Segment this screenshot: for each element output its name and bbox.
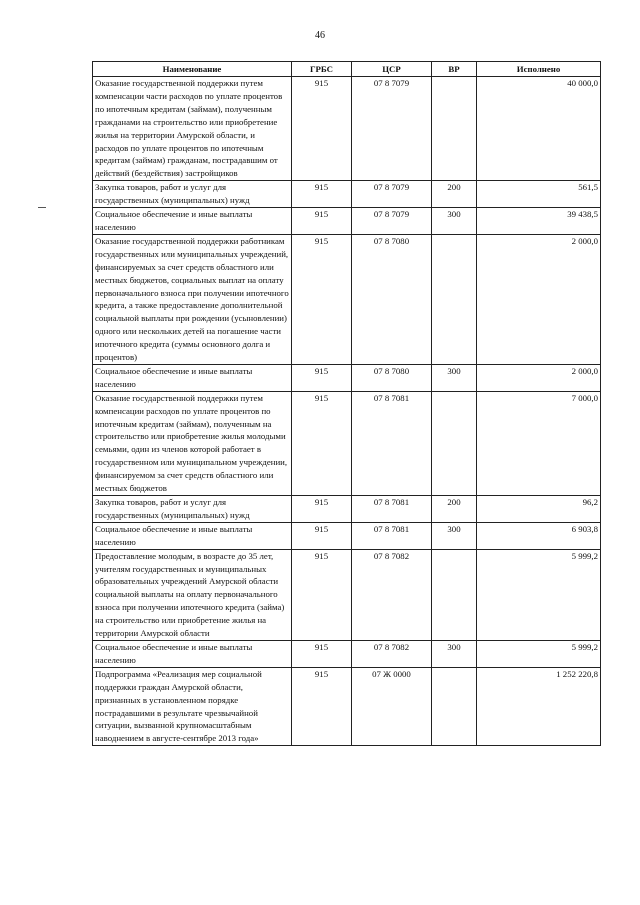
table-row bbox=[93, 391, 601, 495]
cell-amount: 5 999,2 bbox=[477, 549, 601, 640]
cell-grbs: 915 bbox=[292, 522, 352, 549]
table-row bbox=[93, 181, 601, 208]
cell-grbs: 915 bbox=[292, 234, 352, 364]
header-amount: Исполнено bbox=[477, 62, 601, 77]
cell-grbs: 915 bbox=[292, 364, 352, 391]
budget-table bbox=[92, 61, 601, 746]
cell-vr: 300 bbox=[432, 522, 477, 549]
cell-vr: 300 bbox=[432, 364, 477, 391]
cell-vr: 200 bbox=[432, 496, 477, 523]
table-row bbox=[93, 208, 601, 235]
cell-csr: 07 8 7080 bbox=[352, 234, 432, 364]
cell-amount: 1 252 220,8 bbox=[477, 667, 601, 745]
cell-name: Социальное обеспечение и иные выплаты населению bbox=[93, 364, 292, 391]
cell-name: Социальное обеспечение и иные выплаты населению bbox=[93, 522, 292, 549]
table-row bbox=[93, 522, 601, 549]
cell-csr: 07 8 7082 bbox=[352, 640, 432, 667]
cell-amount: 2 000,0 bbox=[477, 364, 601, 391]
cell-grbs: 915 bbox=[292, 208, 352, 235]
cell-csr: 07 8 7081 bbox=[352, 496, 432, 523]
cell-name: Подпрограмма «Реализация мер социальной поддержки граждан Амурской области, признанных в установленном порядке пострадавшими в результате чрезвычайной ситуации, вызванной крупномасштабным наводнением в августе-сентябре 2013 года» bbox=[93, 667, 292, 745]
cell-grbs: 915 bbox=[292, 667, 352, 745]
cell-csr: 07 8 7082 bbox=[352, 549, 432, 640]
cell-name: Оказание государственной поддержки путем компенсации части расходов по уплате процентов по ипотечным кредитам (займам), полученным гражданами на строительство или приобретение жилья на территории Амурской области, и расходов по уплате процентов по ипотечным кредитам (займам) гражданам, пострадавшим от действий (бездействия) застройщиков bbox=[93, 77, 292, 181]
page-number: 46 bbox=[315, 30, 325, 41]
cell-vr: 300 bbox=[432, 208, 477, 235]
header-vr: ВР bbox=[432, 62, 477, 77]
margin-mark bbox=[38, 207, 46, 208]
cell-grbs: 915 bbox=[292, 549, 352, 640]
cell-name: Социальное обеспечение и иные выплаты населению bbox=[93, 208, 292, 235]
cell-amount: 39 438,5 bbox=[477, 208, 601, 235]
table-row bbox=[93, 640, 601, 667]
cell-name: Закупка товаров, работ и услуг для государственных (муниципальных) нужд bbox=[93, 181, 292, 208]
cell-grbs: 915 bbox=[292, 640, 352, 667]
cell-grbs: 915 bbox=[292, 496, 352, 523]
table-row bbox=[93, 234, 601, 364]
cell-amount: 96,2 bbox=[477, 496, 601, 523]
cell-amount: 2 000,0 bbox=[477, 234, 601, 364]
cell-amount: 561,5 bbox=[477, 181, 601, 208]
cell-name: Социальное обеспечение и иные выплаты населению bbox=[93, 640, 292, 667]
cell-csr: 07 Ж 0000 bbox=[352, 667, 432, 745]
cell-amount: 40 000,0 bbox=[477, 77, 601, 181]
cell-csr: 07 8 7079 bbox=[352, 181, 432, 208]
cell-name: Оказание государственной поддержки путем компенсации расходов по уплате процентов по ипотечным кредитам (займам), полученным на строительство или приобретение жилья молодыми семьями, один из членов которой работает в государственном или муниципальном учреждении, финансируемом за счет средств областного или местных бюджетов bbox=[93, 391, 292, 495]
table-row bbox=[93, 364, 601, 391]
header-grbs: ГРБС bbox=[292, 62, 352, 77]
cell-csr: 07 8 7081 bbox=[352, 522, 432, 549]
cell-amount: 7 000,0 bbox=[477, 391, 601, 495]
cell-csr: 07 8 7079 bbox=[352, 208, 432, 235]
cell-csr: 07 8 7079 bbox=[352, 77, 432, 181]
cell-name: Оказание государственной поддержки работникам государственных или муниципальных учреждений, финансируемых за счет средств областного или местных бюджетов, социальных выплат на оплату первоначального взноса при получении ипотечного кредита, а также предоставление дополнительной социальной выплаты при рождении (усыновлении) одного или нескольких детей на погашение части ипотечного кредита (суммы основного долга и процентов) bbox=[93, 234, 292, 364]
cell-amount: 5 999,2 bbox=[477, 640, 601, 667]
cell-vr: 300 bbox=[432, 640, 477, 667]
cell-vr bbox=[432, 77, 477, 181]
table-header-row bbox=[93, 62, 601, 77]
cell-name: Закупка товаров, работ и услуг для государственных (муниципальных) нужд bbox=[93, 496, 292, 523]
table-row bbox=[93, 496, 601, 523]
cell-csr: 07 8 7081 bbox=[352, 391, 432, 495]
cell-vr bbox=[432, 549, 477, 640]
cell-vr bbox=[432, 391, 477, 495]
cell-csr: 07 8 7080 bbox=[352, 364, 432, 391]
header-csr: ЦСР bbox=[352, 62, 432, 77]
cell-grbs: 915 bbox=[292, 77, 352, 181]
cell-vr bbox=[432, 667, 477, 745]
table-row bbox=[93, 667, 601, 745]
cell-grbs: 915 bbox=[292, 391, 352, 495]
cell-amount: 6 903,8 bbox=[477, 522, 601, 549]
table-row bbox=[93, 77, 601, 181]
cell-vr: 200 bbox=[432, 181, 477, 208]
cell-vr bbox=[432, 234, 477, 364]
cell-grbs: 915 bbox=[292, 181, 352, 208]
header-name: Наименование bbox=[93, 62, 292, 77]
cell-name: Предоставление молодым, в возрасте до 35 лет, учителям государственных и муниципальных образовательных учреждений Амурской области социальной выплаты на оплату первоначального взноса при получении ипотечного кредита (займа) на строительство или приобретение жилья на территории Амурской области bbox=[93, 549, 292, 640]
table-row bbox=[93, 549, 601, 640]
